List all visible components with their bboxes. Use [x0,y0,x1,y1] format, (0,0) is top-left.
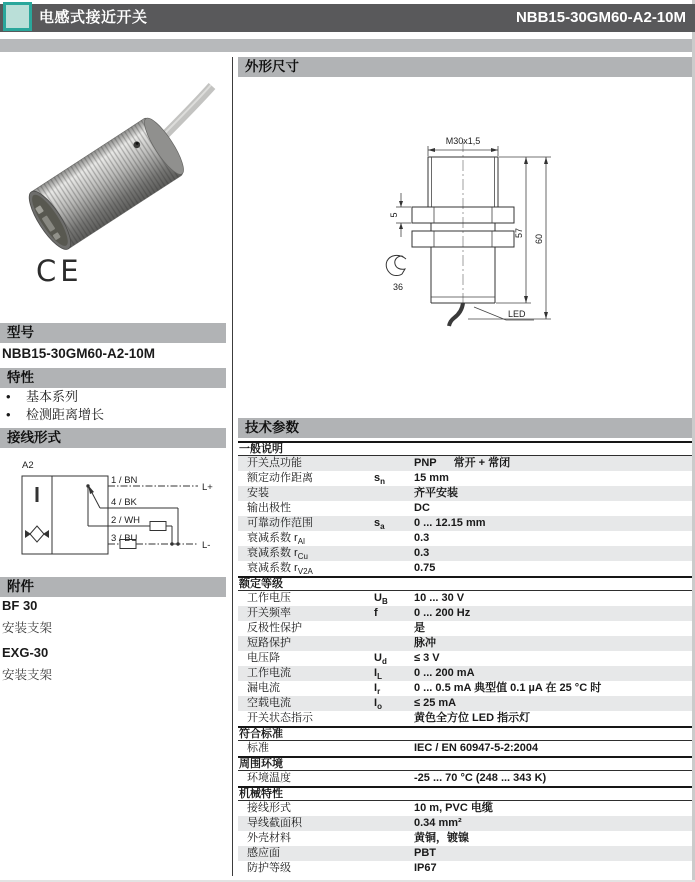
accessory-desc: 安装支架 [2,621,53,635]
tech-row-value: 0 ... 200 mA [414,667,475,679]
tech-row-label: 环境温度 [247,772,291,784]
tech-row [238,741,695,756]
tech-row-value: 15 mm [414,472,449,484]
tech-row-label: 开关点功能 [247,457,302,469]
tech-row-value: 齐平安装 [414,487,458,499]
tech-row [238,666,695,681]
tech-group-heading: 一般说明 [238,441,695,456]
tech-row [238,561,695,576]
wiring-diagram-label: A2 [22,460,34,471]
tech-row-symbol: $I_r$ [374,682,381,697]
tech-row [238,606,695,621]
tech-row-value: 0.3 [414,532,430,544]
title-bar [0,4,695,32]
svg-text:5: 5 [389,212,399,218]
tech-row [238,846,695,861]
tech-row-label: 安装 [247,487,269,499]
tech-row-label: 外壳材料 [247,832,291,844]
section-header-dimensions: 外形尺寸 [238,57,695,77]
tech-row [238,636,695,651]
tech-row-value: IEC / EN 60947-5-2:2004 [414,742,539,754]
wrench-icon [386,255,406,292]
sensor-body [22,113,190,255]
tech-row-symbol [374,831,414,846]
load-resistor [150,522,166,531]
tech-row [238,531,695,546]
dimension-drawing [368,135,598,331]
tech-row-symbol [374,486,414,501]
tech-row-symbol [374,741,414,756]
brand-square-icon [3,2,32,31]
tech-row-symbol [374,621,414,636]
tech-row-symbol: $s_n$ [374,472,386,487]
tech-row-symbol [374,636,414,651]
tech-row-symbol [374,861,414,876]
terminal-plus-label: L+ [202,482,213,493]
tech-row [238,711,695,726]
column-divider [232,57,233,876]
tech-row-symbol [374,846,414,861]
led-label [474,307,534,320]
tech-row [238,816,695,831]
tech-row-symbol [374,711,414,726]
tech-row [238,471,695,486]
tech-row [238,516,695,531]
tech-group-heading: 额定等级 [238,576,695,591]
accessory-name: BF 30 [2,598,38,613]
tech-row-value: ≤ 25 mA [414,697,457,709]
tech-row-value: 0.3 [414,547,430,559]
feature-list [2,388,104,424]
wire-label-bu: 3 / BU [111,533,138,544]
wire-label-bk: 4 / BK [111,497,137,508]
tech-row-value: DC [414,502,430,514]
tech-row-symbol: $U_B$ [374,592,388,607]
cable-drawing [449,303,463,326]
tech-row [238,831,695,846]
bullet-icon: • [6,389,11,404]
inductive-sensor-symbol [25,526,49,542]
tech-group-heading: 符合标准 [238,726,695,741]
accessory-desc: 安装支架 [2,668,53,682]
tech-row-symbol: $I_L$ [374,667,382,682]
tech-row-label: 电压降 [247,652,280,664]
tech-row-symbol [374,501,414,516]
tech-row-label: 额定动作距离 [247,472,313,484]
dimension-drawing-area [238,77,695,418]
dim-length-inner [496,157,531,303]
tech-row-value: 黄色全方位 LED 指示灯 [414,712,531,724]
tech-row-label: 开关状态指示 [247,712,313,724]
tech-row-value: IP67 [414,862,437,874]
tech-row-label: 短路保护 [247,637,291,649]
terminal-minus-label: L- [202,540,211,551]
tech-row-symbol: f [374,607,378,619]
tech-row [238,771,695,786]
feature-item: • 基本系列 [2,388,104,406]
header-substrip [0,39,695,52]
ce-mark: CE [36,254,83,288]
tech-row-label: 标准 [247,742,269,754]
section-header-tech: 技术参数 [238,418,695,438]
accessory-name: EXG-30 [2,645,49,660]
tech-row-label: 工作电压 [247,592,291,604]
tech-row-label: 输出极性 [247,502,291,514]
tech-row-label: 导线截面积 [247,817,302,829]
tech-row-symbol [374,771,414,786]
tech-row-value: 0 ... 0.5 mA 典型值 0.1 µA 在 25 °C 时 [414,682,602,694]
tech-row-value: -25 ... 70 °C (248 ... 343 K) [414,772,547,784]
dim-wrench-size: 36 [393,282,404,292]
tech-row-label: 防护等级 [247,862,291,874]
dim-length-outer [468,157,551,319]
bullet-icon: • [6,407,11,422]
tech-row-label: 空载电流 [247,697,291,709]
tech-row-symbol [374,456,414,471]
tech-row-label: 衰减系数 $r_{V2A}$ [247,562,313,577]
switch-symbol [86,484,108,526]
tech-row-label: 感应面 [247,847,280,859]
tech-row-value: 0 ... 200 Hz [414,607,471,619]
tech-row [238,546,695,561]
tech-row-label: 开关频率 [247,607,291,619]
section-header-features: 特性 [0,368,226,388]
tech-row [238,486,695,501]
tech-row [238,861,695,876]
tech-row [238,456,695,471]
tech-row-symbol: $U_d$ [374,652,387,667]
tech-row-label: 漏电流 [247,682,280,694]
accessory-list [2,598,52,692]
tech-row-symbol: $I_o$ [374,697,382,712]
tech-row [238,681,695,696]
tech-row-value: ≤ 3 V [414,652,440,664]
section-header-accessories: 附件 [0,577,226,597]
tech-row-value: 脉冲 [414,637,436,649]
tech-row [238,591,695,606]
tech-row-symbol: $s_a$ [374,517,385,532]
tech-row-label: 可靠动作范围 [247,517,313,529]
svg-text:M30x1,5: M30x1,5 [445,136,481,146]
tech-row-value: 0.75 [414,562,436,574]
tech-row-symbol [374,816,414,831]
tech-row-label: 衰减系数 $r_{Cu}$ [247,547,308,562]
wire-label-wh: 2 / WH [111,515,141,526]
tech-row-symbol [374,546,414,561]
output-symbol [36,487,39,502]
right-column [238,57,695,876]
product-photo [0,62,226,257]
tech-row-symbol [374,531,414,546]
tech-group-heading: 周围环境 [238,756,695,771]
wire-label-bn: 1 / BN [111,475,138,486]
tech-row [238,651,695,666]
tech-row-symbol [374,801,414,816]
tech-row-value: 10 m, PVC 电缆 [414,802,493,814]
tech-row-symbol [374,561,414,576]
tech-row [238,501,695,516]
tech-row-label: 衰减系数 $r_{Al}$ [247,532,305,547]
tech-group-heading: 机械特性 [238,786,695,801]
section-header-model: 型号 [0,323,226,343]
tech-row-value: 0 ... 12.15 mm [414,517,486,529]
tech-row [238,621,695,636]
section-header-connection: 接线形式 [0,428,226,448]
feature-item: • 检测距离增长 [2,406,104,424]
part-number-title: NBB15-30GM60-A2-10M [515,9,686,26]
tech-row-value: PBT [414,847,436,859]
tech-row-value: 是 [414,622,425,634]
svg-text:57: 57 [514,227,524,239]
svg-text:60: 60 [534,233,544,245]
model-number: NBB15-30GM60-A2-10M [2,346,156,361]
tech-row-value: 0.34 mm² [414,817,462,829]
tech-row-label: 反极性保护 [247,622,302,634]
tech-row-value: 10 ... 30 V [414,592,465,604]
svg-text:LED: LED [508,309,526,319]
dim-nut-thickness [389,193,411,237]
left-column [0,56,226,876]
product-type-title: 电感式接近开关 [39,9,148,26]
tech-row [238,801,695,816]
wiring-diagram [0,454,226,572]
tech-table [238,441,695,876]
tech-row-value: 黄铜，镀镍 [414,832,469,844]
tech-row-label: 接线形式 [247,802,291,814]
tech-row-value: PNP 常开 + 常闭 [414,457,511,469]
tech-row [238,696,695,711]
tech-row-label: 工作电流 [247,667,291,679]
